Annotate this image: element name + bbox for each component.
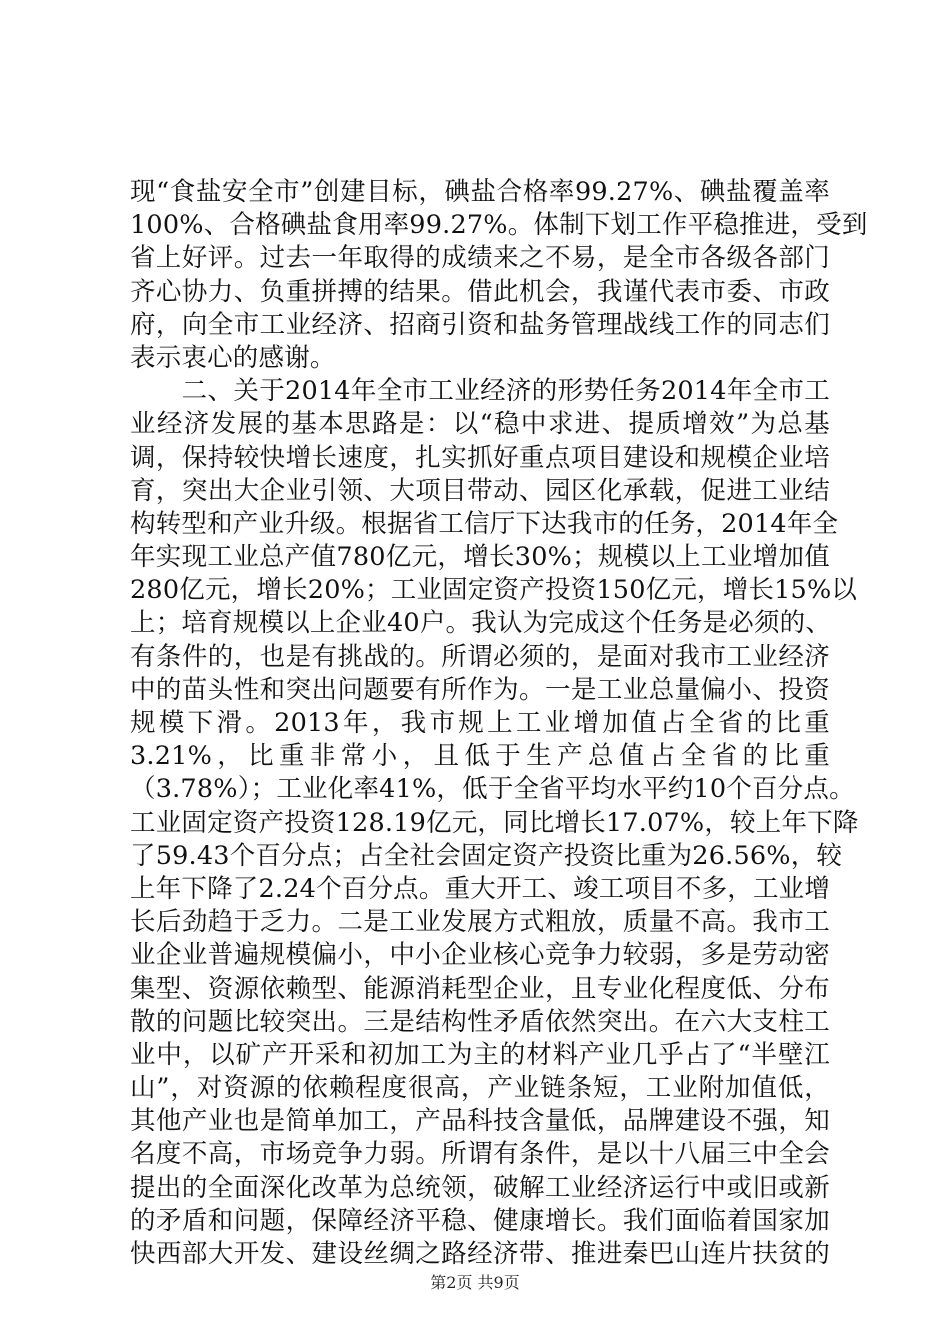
text-line: 省上好评。过去一年取得的成绩来之不易，是全市各级各部门 xyxy=(130,243,830,274)
text-line: 府，向全市工业经济、招商引资和盐务管理战线工作的同志们 xyxy=(130,309,830,340)
text-line: 齐心协力、负重拼搏的结果。借此机会，我谨代表市委、市政 xyxy=(130,276,830,307)
page-number-footer: 第2页 共9页 xyxy=(430,1273,520,1292)
text-line: 集型、资源依赖型、能源消耗型企业，且专业化程度低、分布 xyxy=(130,973,830,1004)
text-line: 3.21%，比重非常小，且低于生产总值占全省的比重 xyxy=(130,741,830,772)
text-line: 名度不高，市场竞争力弱。所谓有条件，是以十八届三中全会 xyxy=(130,1139,830,1170)
text-line: 的矛盾和问题，保障经济平稳、健康增长。我们面临着国家加 xyxy=(130,1205,830,1236)
text-line: 长后劲趋于乏力。二是工业发展方式粗放，质量不高。我市工 xyxy=(130,907,830,938)
text-line: 280亿元，增长20%；工业固定资产投资150亿元，增长15%以 xyxy=(130,575,858,606)
text-line: 育，突出大企业引领、大项目带动、园区化承载，促进工业结 xyxy=(130,475,830,506)
text-line: 有条件的，也是有挑战的。所谓必须的，是面对我市工业经济 xyxy=(130,641,830,672)
text-line: 其他产业也是简单加工，产品科技含量低，品牌建设不强，知 xyxy=(130,1106,830,1137)
text-line: 100%、合格碘盐食用率99.27%。体制下划工作平稳推进，受到 xyxy=(130,210,868,241)
text-line: 上年下降了2.24个百分点。重大开工、竣工项目不多，工业增 xyxy=(130,873,831,904)
text-line: 表示衷心的感谢。 xyxy=(130,342,336,373)
text-line: 现“食盐安全市”创建目标，碘盐合格率99.27%、碘盐覆盖率 xyxy=(130,177,830,207)
text-line: 散的问题比较突出。三是结构性矛盾依然突出。在六大支柱工 xyxy=(130,1006,830,1037)
text-line: （3.78%）；工业化率41%，低于全省平均水平约10个百分点。 xyxy=(130,774,855,805)
text-line: 工业固定资产投资128.19亿元，同比增长17.07%，较上年下降 xyxy=(130,807,859,838)
text-line: 快西部大开发、建设丝绸之路经济带、推进秦巴山连片扶贫的 xyxy=(130,1239,830,1269)
text-line: 业中，以矿产开采和初加工为主的材料产业几乎占了“半壁江 xyxy=(130,1039,830,1070)
text-line: 中的苗头性和突出问题要有所作为。一是工业总量偏小、投资 xyxy=(130,674,830,705)
text-line: 调，保持较快增长速度，扎实抓好重点项目建设和规模企业培 xyxy=(130,442,830,473)
text-line: 年实现工业总产值780亿元，增长30%；规模以上工业增加值 xyxy=(130,542,830,573)
text-line: 了59.43个百分点；占全社会固定资产投资比重为26.56%，较 xyxy=(130,840,843,871)
text-line: 上；培育规模以上企业40户。我认为完成这个任务是必须的、 xyxy=(130,608,832,639)
text-line: 山”，对资源的依赖程度很高，产业链条短，工业附加值低， xyxy=(130,1073,830,1104)
text-line: 业企业普遍规模偏小，中小企业核心竞争力较弱，多是劳动密 xyxy=(130,940,830,971)
text-line: 二、关于2014年全市工业经济的形势任务2014年全市工 xyxy=(130,376,830,407)
text-line: 规模下滑。2013年，我市规上工业增加值占全省的比重 xyxy=(130,708,830,738)
text-line: 提出的全面深化改革为总统领，破解工业经济运行中或旧或新 xyxy=(130,1172,830,1203)
text-line: 业经济发展的基本思路是：以“稳中求进、提质增效”为总基 xyxy=(130,409,830,440)
body-text xyxy=(130,176,868,1271)
text-line: 构转型和产业升级。根据省工信厅下达我市的任务，2014年全 xyxy=(130,508,839,539)
